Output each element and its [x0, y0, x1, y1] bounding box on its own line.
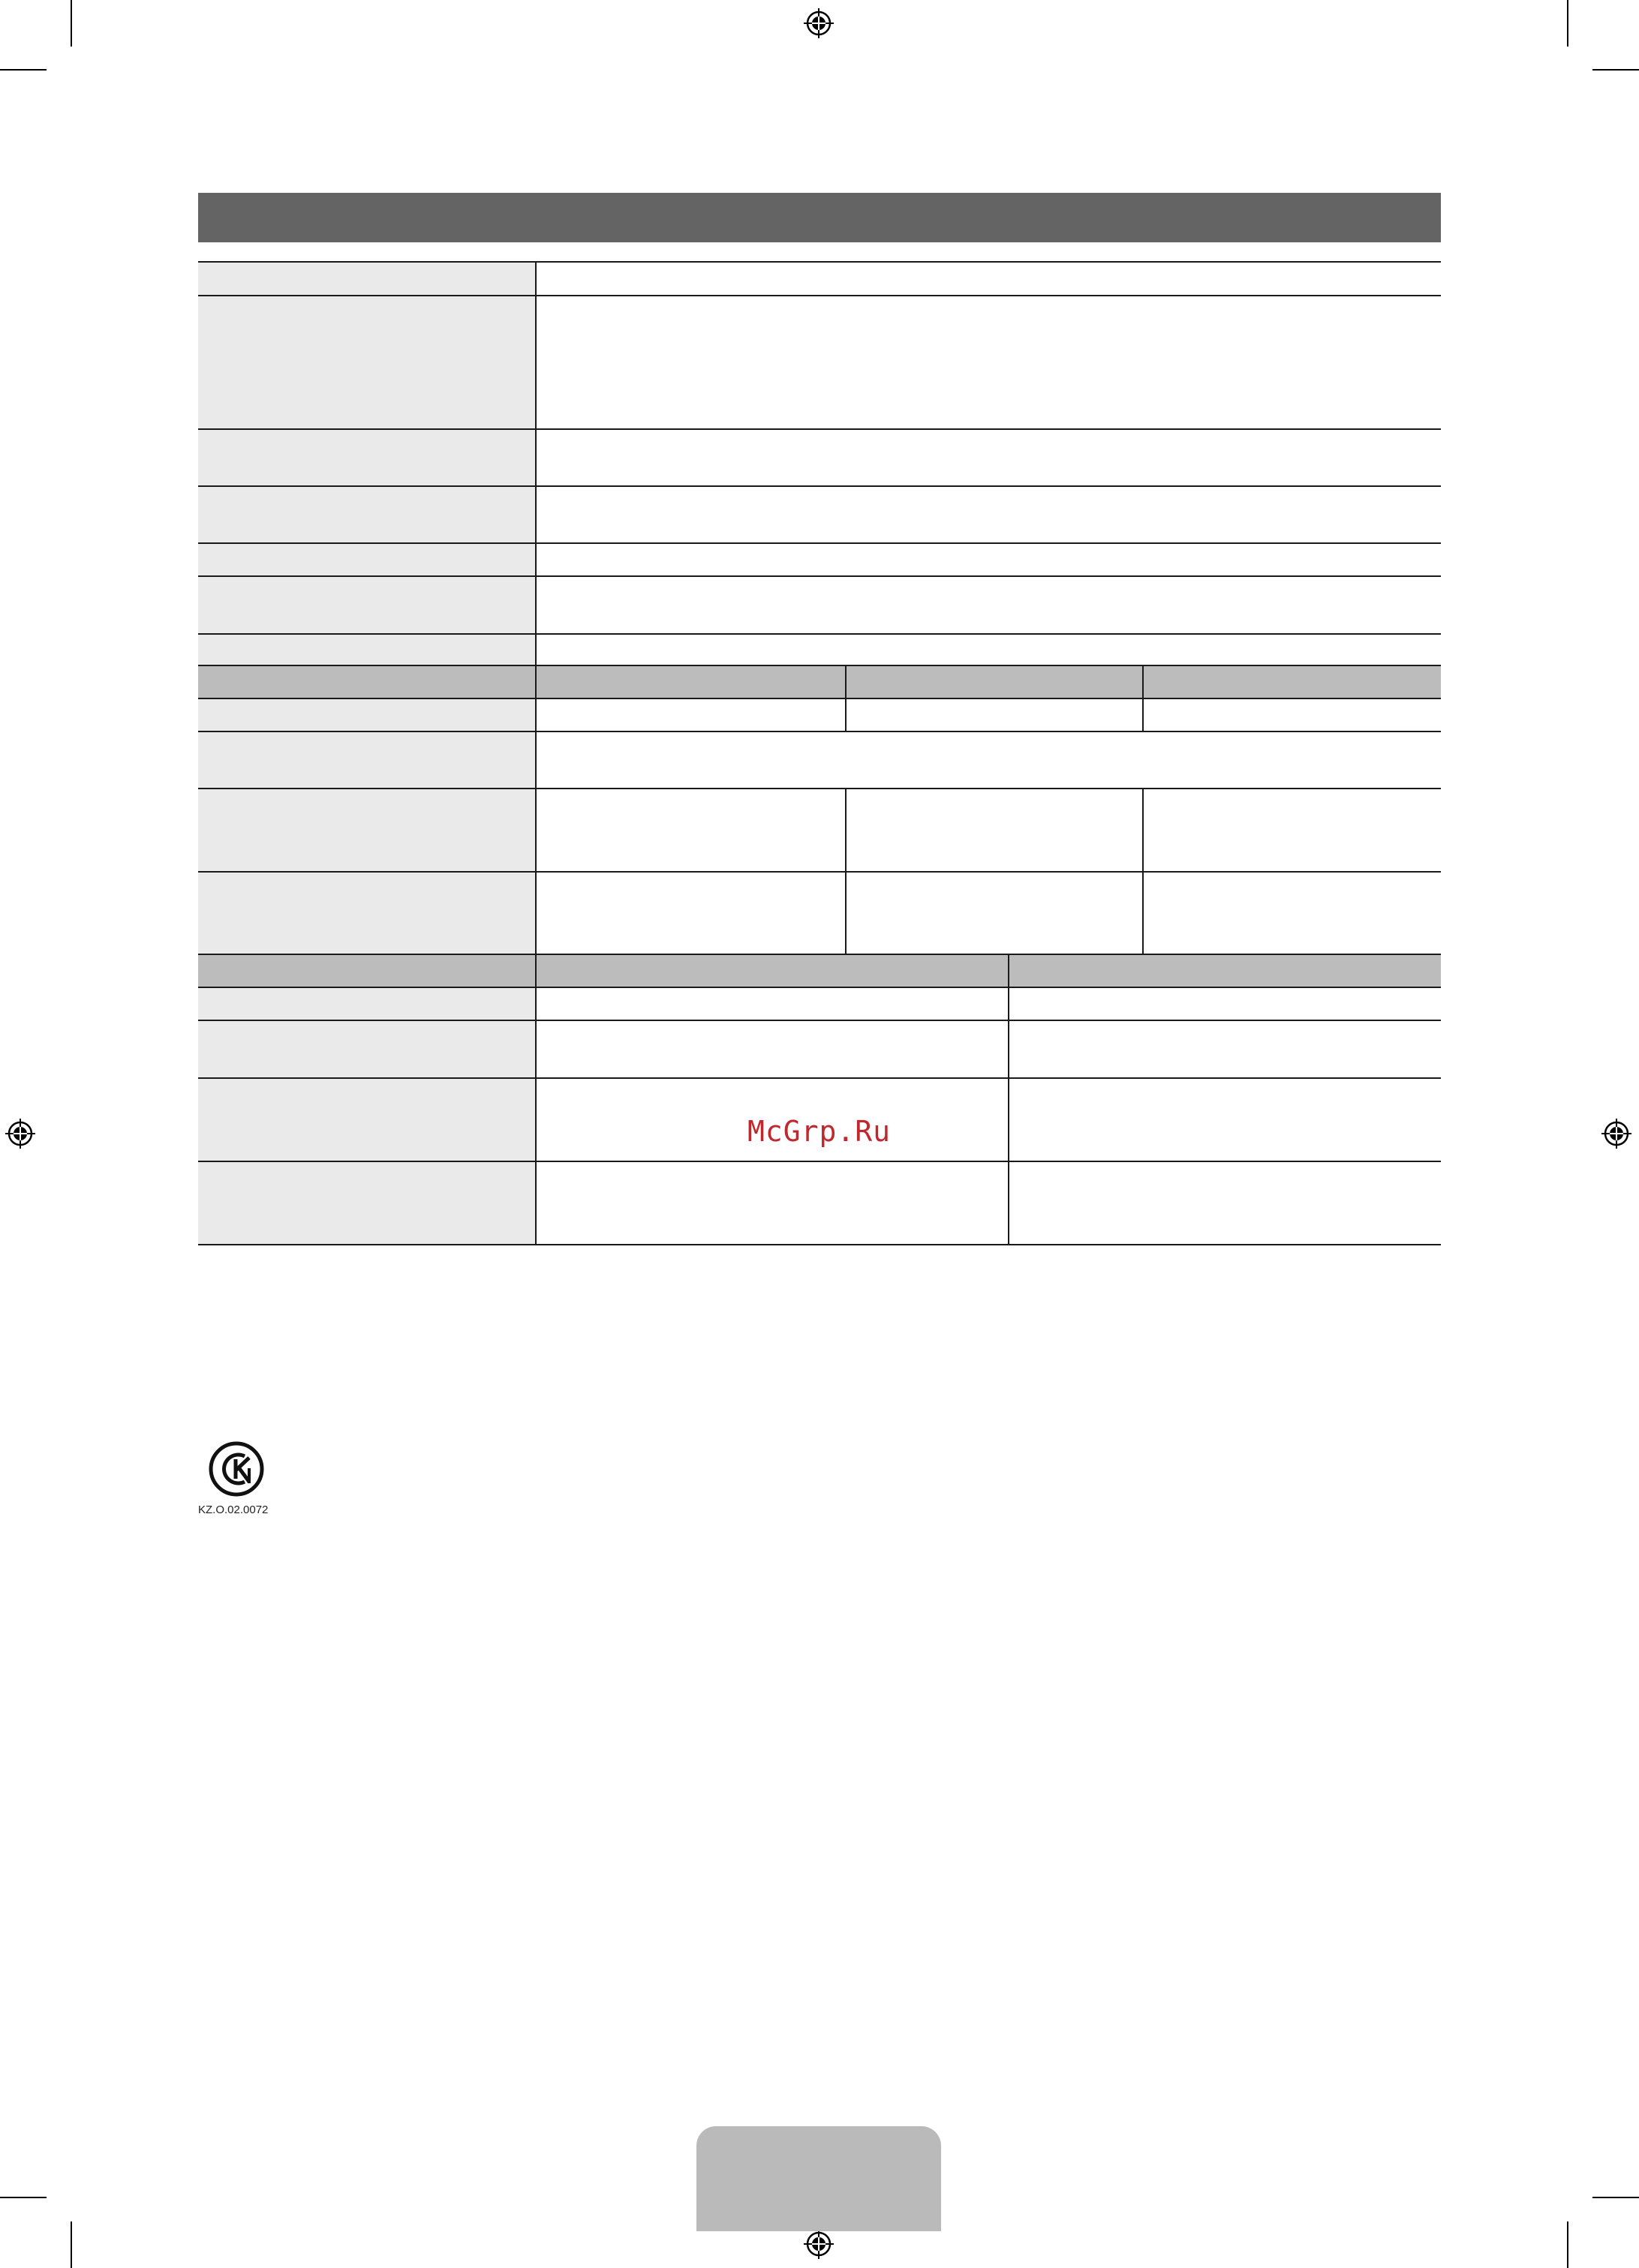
table-row: [198, 634, 1441, 665]
table-row: [198, 872, 1441, 955]
table-row: [198, 543, 1441, 576]
table-row: [198, 486, 1441, 543]
kz-certification-mark-icon: [207, 1440, 266, 1498]
table-row: [198, 576, 1441, 634]
table-header-row: [198, 665, 1441, 698]
crop-mark-bottom-left-v: [71, 2221, 72, 2268]
crop-mark-bottom-right-h: [1592, 2197, 1639, 2198]
table-row: [198, 698, 1441, 731]
registration-mark-right-icon: [1601, 1119, 1631, 1149]
table-row: [198, 1161, 1441, 1245]
table-header-row: [198, 954, 1441, 987]
watermark-text: McGrp.Ru: [747, 1115, 892, 1148]
table-row: [198, 987, 1441, 1020]
crop-mark-top-right-h: [1592, 69, 1639, 71]
table-row: [198, 731, 1441, 789]
page-number-tab: [696, 2126, 941, 2231]
crop-mark-bottom-right-v: [1567, 2221, 1568, 2268]
crop-mark-top-right-v: [1567, 0, 1568, 47]
certification-code: KZ.O.02.0072: [198, 1503, 269, 1516]
registration-mark-left-icon: [5, 1119, 35, 1149]
table-row: [198, 296, 1441, 429]
crop-mark-top-left-h: [0, 69, 47, 71]
table-row: [198, 429, 1441, 486]
specifications-header-bar: [198, 193, 1441, 242]
spec-table-models-three: [198, 665, 1441, 956]
registration-mark-top-icon: [804, 8, 834, 38]
table-row: [198, 789, 1441, 872]
crop-mark-top-left-v: [71, 0, 72, 47]
table-row: [198, 1020, 1441, 1078]
registration-mark-bottom-icon: [804, 2229, 834, 2259]
table-row: [198, 262, 1441, 296]
crop-mark-bottom-left-h: [0, 2197, 47, 2198]
spec-table-models-two: [198, 954, 1441, 1245]
spec-table-general: [198, 261, 1441, 666]
